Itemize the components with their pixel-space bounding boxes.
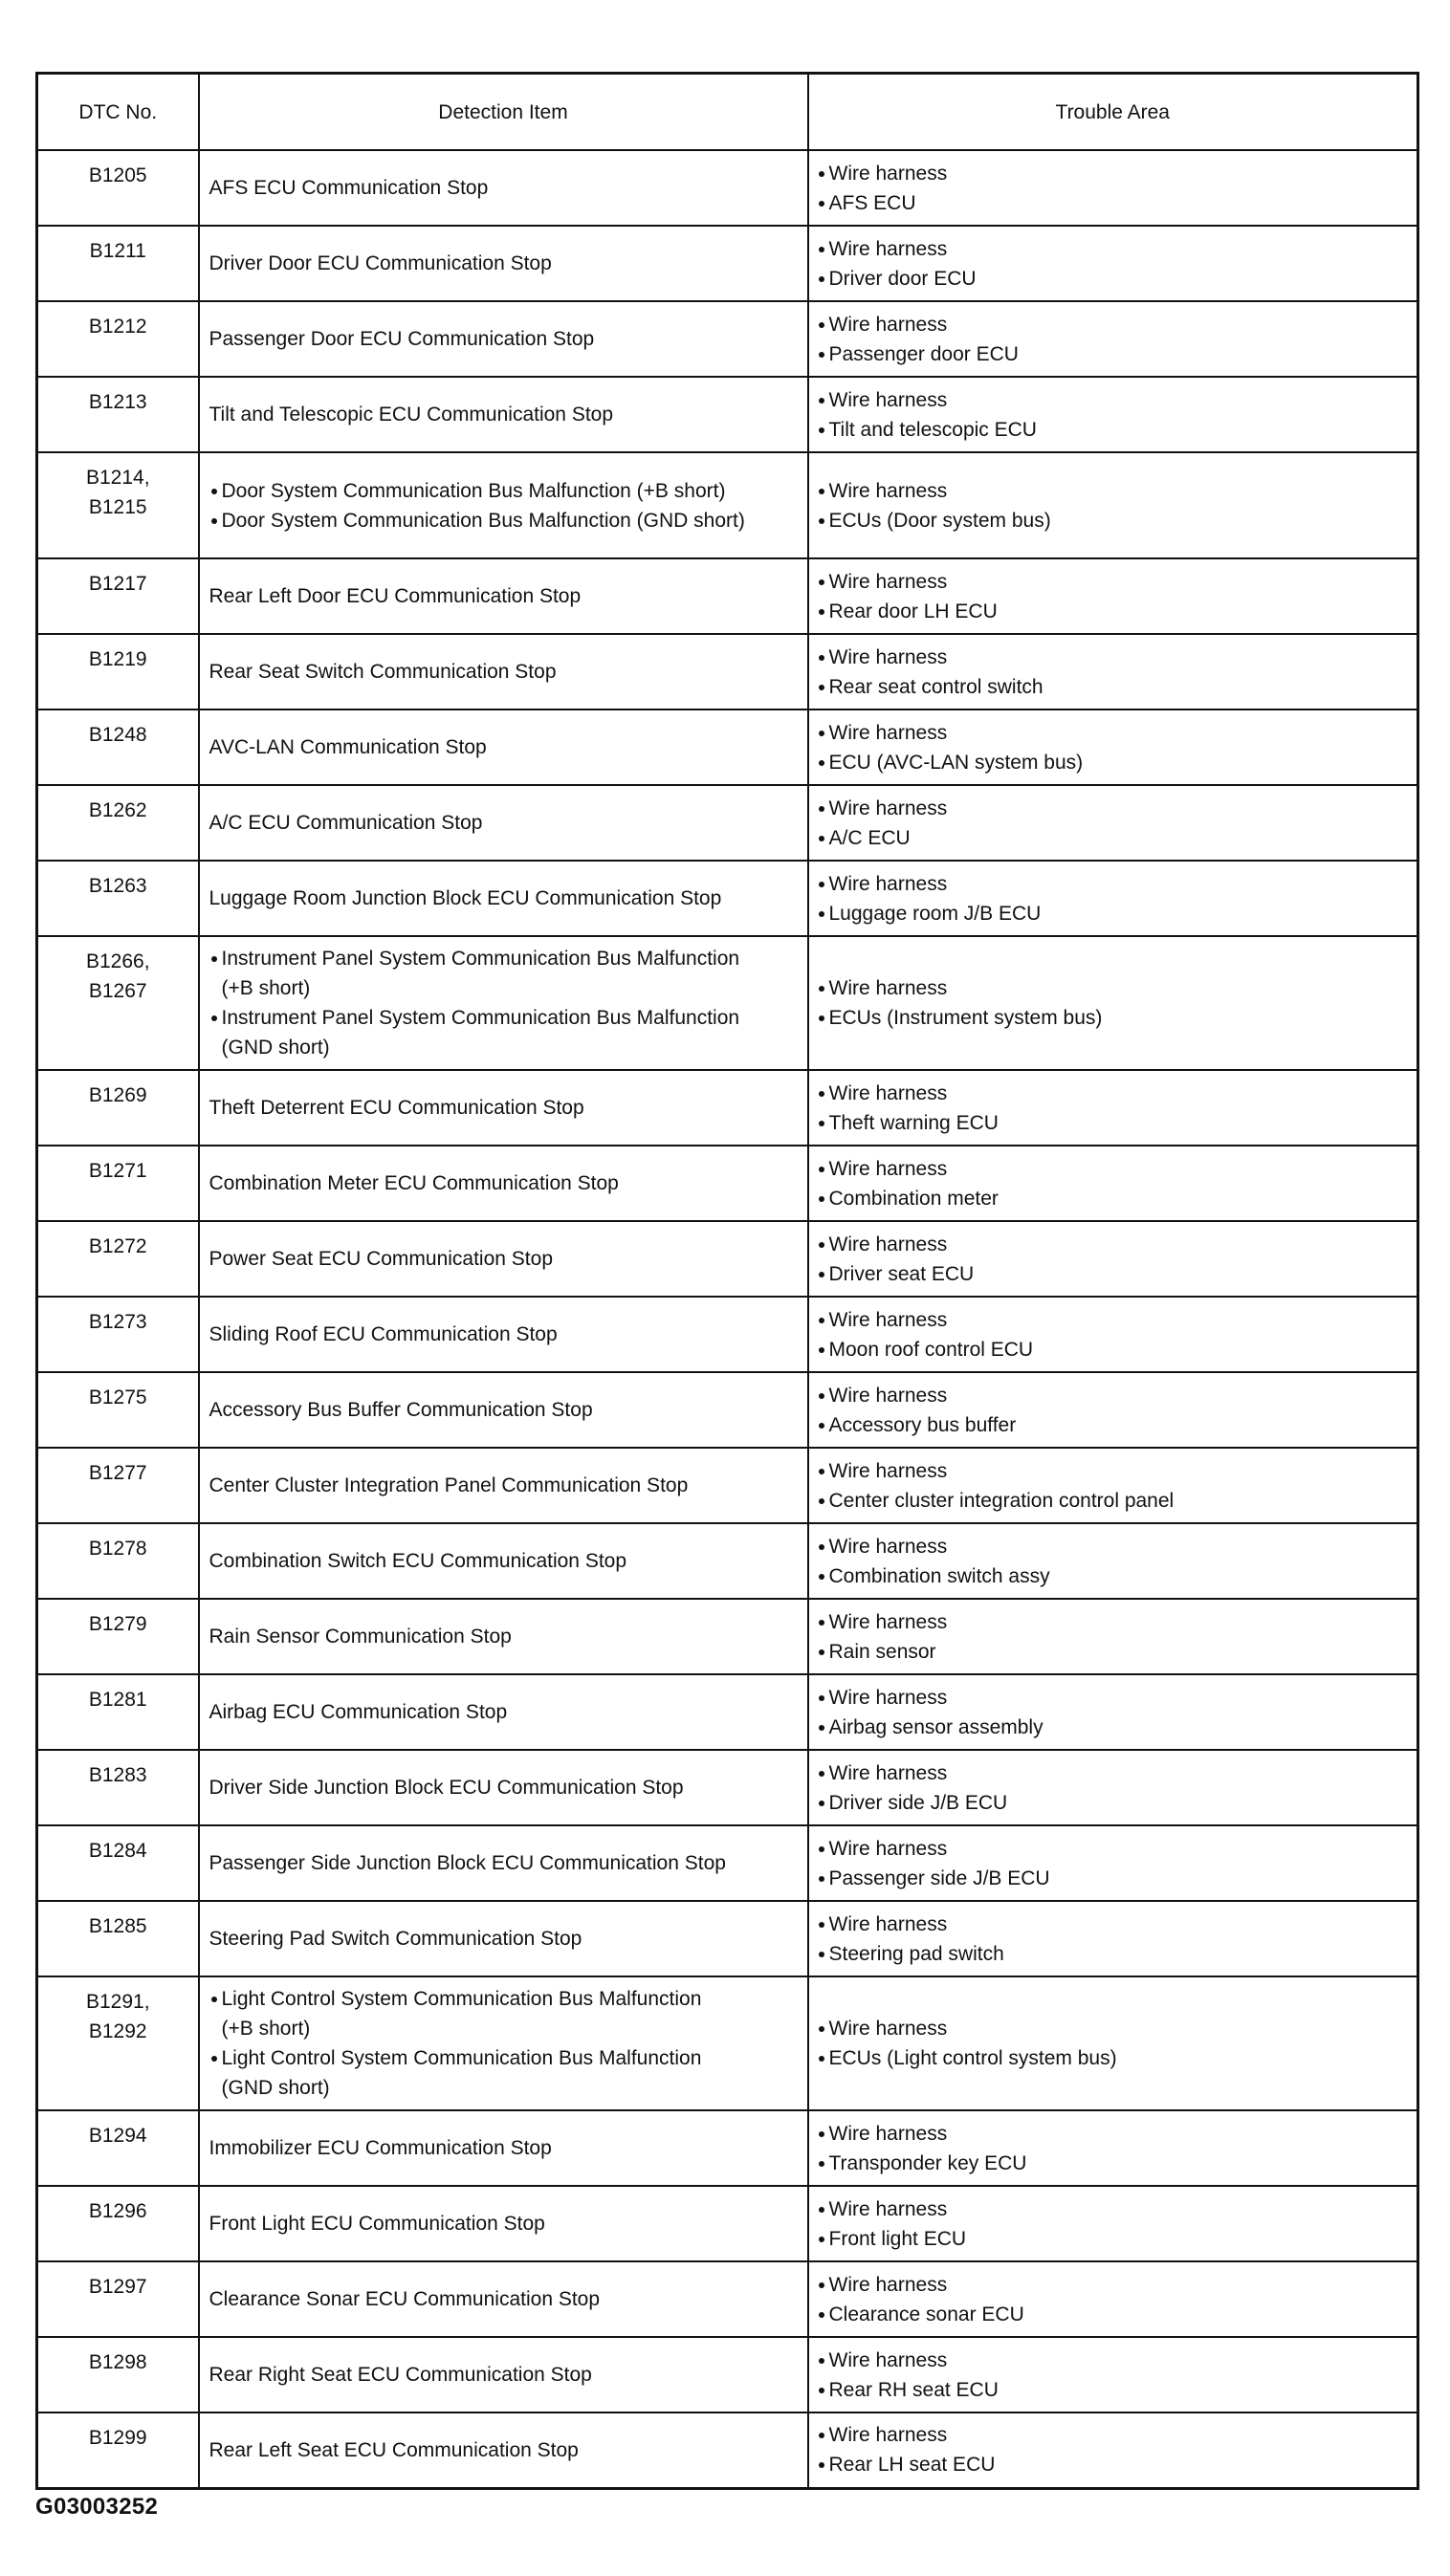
dtc-number-cell (37, 1221, 199, 1297)
trouble-area-item: Wire harness (817, 1079, 1417, 1108)
trouble-area-item: Theft warning ECU (817, 1108, 1417, 1138)
header-detection-item: Detection Item (199, 74, 808, 151)
header-trouble-area: Trouble Area (808, 74, 1418, 151)
dtc-number-cell (37, 1674, 199, 1750)
detection-bullet-item (209, 1984, 796, 2043)
trouble-area-list (817, 1305, 1417, 1364)
trouble-area-cell (808, 226, 1418, 301)
dtc-code: B1281 (88, 1689, 147, 1711)
dtc-code: B1277 (88, 1462, 147, 1484)
dtc-code: B1297 (88, 2276, 147, 2298)
trouble-area-item: Wire harness (817, 718, 1417, 748)
trouble-area-cell (808, 558, 1418, 634)
trouble-area-cell (808, 1297, 1418, 1372)
detection-item-cell (199, 634, 808, 709)
dtc-number-cell (37, 785, 199, 861)
trouble-area-item: Wire harness (817, 567, 1417, 597)
dtc-code: B1212 (88, 316, 147, 338)
header-dtc-no: DTC No. (37, 74, 199, 151)
dtc-code: B1213 (88, 391, 147, 413)
detection-bullet-item (209, 476, 796, 506)
dtc-number-cell (37, 2261, 199, 2337)
trouble-area-item: Combination switch assy (817, 1561, 1417, 1591)
dtc-code: B1294 (88, 2125, 147, 2147)
detection-text: Driver Door ECU Communication Stop (209, 252, 552, 274)
table-row (37, 301, 1418, 377)
trouble-area-cell (808, 936, 1418, 1070)
detection-text: Instrument Panel System Communication Bus Malfunction (221, 948, 740, 970)
detection-text: AFS ECU Communication Stop (209, 177, 489, 199)
trouble-area-item: Moon roof control ECU (817, 1335, 1417, 1364)
detection-item-cell (199, 785, 808, 861)
detection-item-cell (199, 2337, 808, 2412)
trouble-area-list (817, 1154, 1417, 1213)
table-row (37, 2186, 1418, 2261)
detection-text: Sliding Roof ECU Communication Stop (209, 1323, 558, 1345)
detection-text: Theft Deterrent ECU Communication Stop (209, 1097, 584, 1119)
trouble-area-list (817, 2346, 1417, 2405)
dtc-code: B1283 (88, 1764, 147, 1786)
dtc-number-cell (37, 301, 199, 377)
trouble-area-list (817, 2270, 1417, 2329)
dtc-code: B1273 (88, 1311, 147, 1333)
trouble-area-item: Wire harness (817, 1758, 1417, 1788)
trouble-area-item: ECUs (Instrument system bus) (817, 1003, 1417, 1033)
detection-text: Door System Communication Bus Malfunction (+B short) (221, 479, 726, 502)
detection-text: Center Cluster Integration Panel Communication Stop (209, 1474, 689, 1496)
dtc-number-cell (37, 2412, 199, 2488)
trouble-area-item: Wire harness (817, 1154, 1417, 1184)
table-row (37, 1750, 1418, 1825)
trouble-area-item: Driver side J/B ECU (817, 1788, 1417, 1818)
detection-text: Combination Switch ECU Communication Stop (209, 1550, 627, 1572)
trouble-area-list (817, 2119, 1417, 2178)
detection-bullet-item (209, 944, 796, 1003)
detection-bullet-list (209, 1984, 796, 2103)
trouble-area-item: Passenger side J/B ECU (817, 1864, 1417, 1893)
dtc-code: B1299 (88, 2427, 147, 2449)
dtc-number-cell (37, 2337, 199, 2412)
trouble-area-cell (808, 1221, 1418, 1297)
table-row (37, 1976, 1418, 2110)
detection-text: (GND short) (221, 1037, 330, 1059)
trouble-area-cell (808, 861, 1418, 936)
table-row (37, 150, 1418, 226)
trouble-area-cell (808, 301, 1418, 377)
table-row (37, 1448, 1418, 1523)
trouble-area-item: Wire harness (817, 2194, 1417, 2224)
trouble-area-item: Wire harness (817, 794, 1417, 823)
detection-text: Light Control System Communication Bus Malfunction (221, 2047, 702, 2069)
trouble-area-item: Accessory bus buffer (817, 1410, 1417, 1440)
table-row (37, 709, 1418, 785)
detection-text: (+B short) (221, 2018, 311, 2040)
dtc-code: B1267 (88, 980, 147, 1002)
trouble-area-list (817, 567, 1417, 626)
detection-item-cell (199, 709, 808, 785)
figure-id: G03003252 (35, 2494, 159, 2520)
dtc-code: B1272 (88, 1235, 147, 1257)
trouble-area-item: Wire harness (817, 1532, 1417, 1561)
trouble-area-item: Airbag sensor assembly (817, 1713, 1417, 1742)
trouble-area-item: Wire harness (817, 2420, 1417, 2450)
detection-item-cell (199, 861, 808, 936)
table-row (37, 2337, 1418, 2412)
trouble-area-item: Wire harness (817, 1456, 1417, 1486)
detection-item-cell (199, 1599, 808, 1674)
table-row (37, 1825, 1418, 1901)
detection-item-cell (199, 2412, 808, 2488)
trouble-area-item: Rear RH seat ECU (817, 2375, 1417, 2405)
dtc-number-cell (37, 936, 199, 1070)
table-row (37, 1523, 1418, 1599)
table-row (37, 634, 1418, 709)
trouble-area-item: Wire harness (817, 1381, 1417, 1410)
detection-text: Accessory Bus Buffer Communication Stop (209, 1399, 593, 1421)
table-row (37, 1901, 1418, 1976)
dtc-number-cell (37, 2186, 199, 2261)
table-row (37, 2110, 1418, 2186)
trouble-area-cell (808, 2261, 1418, 2337)
trouble-area-list (817, 643, 1417, 702)
detection-item-cell (199, 1448, 808, 1523)
detection-item-cell (199, 377, 808, 452)
dtc-code: B1214, (85, 467, 150, 489)
trouble-area-list (817, 973, 1417, 1033)
trouble-area-cell (808, 2110, 1418, 2186)
dtc-code: B1285 (88, 1915, 147, 1937)
table-row (37, 1070, 1418, 1146)
trouble-area-item: Luggage room J/B ECU (817, 899, 1417, 928)
trouble-area-cell (808, 452, 1418, 558)
detection-item-cell (199, 452, 808, 558)
trouble-area-item: Center cluster integration control panel (817, 1486, 1417, 1516)
detection-text: Instrument Panel System Communication Bus Malfunction (221, 1007, 740, 1029)
detection-text: AVC-LAN Communication Stop (209, 736, 487, 758)
trouble-area-item: Wire harness (817, 2014, 1417, 2043)
trouble-area-list (817, 310, 1417, 369)
detection-item-cell (199, 1750, 808, 1825)
detection-item-cell (199, 1070, 808, 1146)
dtc-number-cell (37, 1070, 199, 1146)
trouble-area-cell (808, 1146, 1418, 1221)
trouble-area-item: Rear door LH ECU (817, 597, 1417, 626)
detection-item-cell (199, 1372, 808, 1448)
detection-text: Power Seat ECU Communication Stop (209, 1248, 553, 1270)
trouble-area-cell (808, 1674, 1418, 1750)
detection-item-cell (199, 558, 808, 634)
table-row (37, 861, 1418, 936)
trouble-area-item: Wire harness (817, 2346, 1417, 2375)
trouble-area-list (817, 794, 1417, 853)
dtc-code: B1205 (88, 164, 147, 186)
trouble-area-item: Wire harness (817, 1230, 1417, 1259)
trouble-area-item: Wire harness (817, 159, 1417, 188)
detection-item-cell (199, 1297, 808, 1372)
detection-item-cell (199, 150, 808, 226)
dtc-code: B1291, (85, 1991, 150, 2013)
trouble-area-item: Wire harness (817, 2119, 1417, 2149)
table-body (37, 150, 1418, 2488)
table-row (37, 1297, 1418, 1372)
detection-bullet-list (209, 476, 796, 535)
detection-item-cell (199, 1976, 808, 2110)
detection-text: Rear Seat Switch Communication Stop (209, 661, 557, 683)
trouble-area-list (817, 159, 1417, 218)
trouble-area-item: ECUs (Light control system bus) (817, 2043, 1417, 2073)
trouble-area-list (817, 1607, 1417, 1667)
trouble-area-cell (808, 150, 1418, 226)
trouble-area-list (817, 1230, 1417, 1289)
trouble-area-cell (808, 1599, 1418, 1674)
trouble-area-list (817, 1456, 1417, 1516)
dtc-code: B1263 (88, 875, 147, 897)
dtc-code: B1278 (88, 1538, 147, 1560)
trouble-area-cell (808, 1901, 1418, 1976)
dtc-number-cell (37, 1976, 199, 2110)
dtc-number-cell (37, 1297, 199, 1372)
detection-text: A/C ECU Communication Stop (209, 812, 483, 834)
dtc-number-cell (37, 1901, 199, 1976)
trouble-area-cell (808, 1750, 1418, 1825)
table-header-row (37, 74, 1418, 151)
detection-item-cell (199, 2261, 808, 2337)
dtc-number-cell (37, 1372, 199, 1448)
detection-item-cell (199, 1146, 808, 1221)
detection-text: Steering Pad Switch Communication Stop (209, 1928, 582, 1950)
trouble-area-list (817, 1910, 1417, 1969)
trouble-area-list (817, 869, 1417, 928)
trouble-area-list (817, 234, 1417, 294)
trouble-area-item: Tilt and telescopic ECU (817, 415, 1417, 445)
detection-text: Rain Sensor Communication Stop (209, 1626, 512, 1648)
table-row (37, 1221, 1418, 1297)
detection-text: Rear Left Door ECU Communication Stop (209, 585, 582, 607)
trouble-area-cell (808, 634, 1418, 709)
table-row (37, 1372, 1418, 1448)
dtc-code: B1211 (89, 240, 146, 262)
trouble-area-item: Wire harness (817, 234, 1417, 264)
trouble-area-list (817, 2194, 1417, 2254)
trouble-area-list (817, 2014, 1417, 2073)
dtc-number-cell (37, 861, 199, 936)
trouble-area-item: Rear seat control switch (817, 672, 1417, 702)
table-row (37, 1599, 1418, 1674)
dtc-number-cell (37, 1146, 199, 1221)
detection-item-cell (199, 936, 808, 1070)
dtc-table (35, 72, 1419, 2490)
detection-bullet-item (209, 2043, 796, 2103)
detection-text: Front Light ECU Communication Stop (209, 2213, 545, 2235)
trouble-area-item: Wire harness (817, 1305, 1417, 1335)
dtc-number-cell (37, 2110, 199, 2186)
dtc-number-cell (37, 377, 199, 452)
detection-item-cell (199, 2110, 808, 2186)
detection-text: Rear Right Seat ECU Communication Stop (209, 2364, 592, 2386)
table-row (37, 936, 1418, 1070)
detection-bullet-item (209, 1003, 796, 1062)
detection-bullet-list (209, 944, 796, 1062)
detection-text: Light Control System Communication Bus Malfunction (221, 1988, 702, 2010)
dtc-code: B1292 (88, 2020, 147, 2042)
detection-text: Door System Communication Bus Malfunction (GND short) (221, 509, 745, 532)
table-row (37, 226, 1418, 301)
dtc-code: B1275 (88, 1386, 147, 1408)
detection-item-cell (199, 1221, 808, 1297)
dtc-number-cell (37, 1448, 199, 1523)
trouble-area-item: Wire harness (817, 1607, 1417, 1637)
dtc-number-cell (37, 634, 199, 709)
detection-text: Passenger Door ECU Communication Stop (209, 328, 595, 350)
trouble-area-cell (808, 1825, 1418, 1901)
trouble-area-list (817, 476, 1417, 535)
trouble-area-item: Wire harness (817, 310, 1417, 339)
trouble-area-item: Wire harness (817, 869, 1417, 899)
trouble-area-list (817, 385, 1417, 445)
trouble-area-cell (808, 377, 1418, 452)
table-row (37, 452, 1418, 558)
trouble-area-list (817, 1381, 1417, 1440)
detection-text: Clearance Sonar ECU Communication Stop (209, 2288, 601, 2310)
trouble-area-item: Rear LH seat ECU (817, 2450, 1417, 2479)
dtc-number-cell (37, 226, 199, 301)
table-row (37, 1674, 1418, 1750)
trouble-area-item: Wire harness (817, 1683, 1417, 1713)
table-row (37, 785, 1418, 861)
dtc-code: B1219 (88, 648, 147, 670)
dtc-code: B1269 (88, 1084, 147, 1106)
dtc-code: B1271 (88, 1160, 147, 1182)
detection-text: (+B short) (221, 977, 311, 999)
detection-text: Tilt and Telescopic ECU Communication Stop (209, 404, 614, 426)
trouble-area-item: Wire harness (817, 476, 1417, 506)
trouble-area-item: Combination meter (817, 1184, 1417, 1213)
dtc-number-cell (37, 150, 199, 226)
table-row (37, 2412, 1418, 2488)
trouble-area-item: Passenger door ECU (817, 339, 1417, 369)
dtc-number-cell (37, 1523, 199, 1599)
dtc-code: B1298 (88, 2351, 147, 2373)
table-row (37, 1146, 1418, 1221)
detection-text: Combination Meter ECU Communication Stop (209, 1172, 619, 1194)
trouble-area-cell (808, 2412, 1418, 2488)
trouble-area-item: Wire harness (817, 385, 1417, 415)
trouble-area-item: Driver seat ECU (817, 1259, 1417, 1289)
trouble-area-item: Wire harness (817, 643, 1417, 672)
trouble-area-cell (808, 1976, 1418, 2110)
trouble-area-item: Transponder key ECU (817, 2149, 1417, 2178)
dtc-code: B1284 (88, 1840, 147, 1862)
detection-text: Luggage Room Junction Block ECU Communication Stop (209, 887, 722, 909)
trouble-area-item: Wire harness (817, 973, 1417, 1003)
dtc-number-cell (37, 1599, 199, 1674)
dtc-code: B1248 (88, 724, 147, 746)
trouble-area-cell (808, 1448, 1418, 1523)
trouble-area-cell (808, 2186, 1418, 2261)
trouble-area-item: A/C ECU (817, 823, 1417, 853)
trouble-area-list (817, 1758, 1417, 1818)
trouble-area-list (817, 2420, 1417, 2479)
dtc-number-cell (37, 452, 199, 558)
dtc-number-cell (37, 1825, 199, 1901)
detection-item-cell (199, 2186, 808, 2261)
detection-item-cell (199, 1674, 808, 1750)
detection-text: Immobilizer ECU Communication Stop (209, 2137, 552, 2159)
detection-text: Rear Left Seat ECU Communication Stop (209, 2438, 579, 2461)
trouble-area-item: AFS ECU (817, 188, 1417, 218)
trouble-area-cell (808, 709, 1418, 785)
table-row (37, 2261, 1418, 2337)
trouble-area-item: Front light ECU (817, 2224, 1417, 2254)
detection-item-cell (199, 1825, 808, 1901)
trouble-area-list (817, 1079, 1417, 1138)
detection-text: Airbag ECU Communication Stop (209, 1701, 508, 1723)
trouble-area-item: Wire harness (817, 1834, 1417, 1864)
trouble-area-item: ECU (AVC-LAN system bus) (817, 748, 1417, 777)
detection-bullet-item (209, 506, 796, 535)
table-row (37, 377, 1418, 452)
dtc-code: B1266, (85, 950, 150, 972)
trouble-area-item: Wire harness (817, 1910, 1417, 1939)
dtc-number-cell (37, 1750, 199, 1825)
trouble-area-cell (808, 1523, 1418, 1599)
detection-text: Passenger Side Junction Block ECU Communication Stop (209, 1852, 726, 1874)
dtc-code: B1217 (88, 573, 147, 595)
trouble-area-item: Driver door ECU (817, 264, 1417, 294)
dtc-number-cell (37, 709, 199, 785)
table-row (37, 558, 1418, 634)
detection-text: Driver Side Junction Block ECU Communication Stop (209, 1777, 684, 1799)
dtc-code: B1279 (88, 1613, 147, 1635)
trouble-area-list (817, 718, 1417, 777)
detection-item-cell (199, 1523, 808, 1599)
trouble-area-cell (808, 785, 1418, 861)
trouble-area-item: Rain sensor (817, 1637, 1417, 1667)
dtc-code: B1262 (88, 799, 147, 821)
trouble-area-list (817, 1683, 1417, 1742)
dtc-code: B1215 (88, 496, 147, 518)
trouble-area-item: Clearance sonar ECU (817, 2300, 1417, 2329)
trouble-area-list (817, 1834, 1417, 1893)
trouble-area-cell (808, 1070, 1418, 1146)
trouble-area-cell (808, 1372, 1418, 1448)
trouble-area-cell (808, 2337, 1418, 2412)
dtc-number-cell (37, 558, 199, 634)
trouble-area-item: ECUs (Door system bus) (817, 506, 1417, 535)
trouble-area-list (817, 1532, 1417, 1591)
detection-item-cell (199, 1901, 808, 1976)
dtc-code: B1296 (88, 2200, 147, 2222)
detection-item-cell (199, 226, 808, 301)
trouble-area-item: Wire harness (817, 2270, 1417, 2300)
trouble-area-item: Steering pad switch (817, 1939, 1417, 1969)
detection-item-cell (199, 301, 808, 377)
detection-text: (GND short) (221, 2077, 330, 2099)
